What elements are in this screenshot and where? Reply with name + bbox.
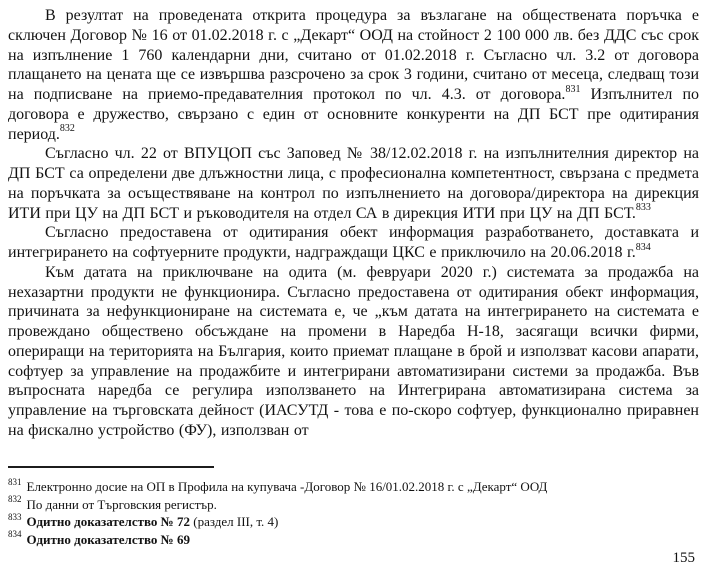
paragraph-system-not-functioning — [8, 263, 699, 441]
paragraph-control-officials-text: Съгласно чл. 22 от ВПУЦОП със Заповед № 38/12.02.2018 г. на изпълнителния директор на ДП БСТ са определени две длъжностни лица, с професионална компетентност, свързана с предмета на поръчката за осъществяване на контрол по изпълнението на договора/директора на дирекция ИТИ при ЦУ на ДП БСТ и ръководителя на отдел СА в дирекция ИТИ при ЦУ на ДП БСТ. — [8, 145, 699, 222]
page-number: 155 — [672, 550, 695, 566]
footnote-834 — [8, 531, 699, 549]
footnote-832-marker: 832 — [8, 494, 22, 505]
paragraph-contract-text-cont: Изпълнител по договора е дружество, свързано с един от основните конкуренти на ДП БСТ пре одитирания период. — [8, 86, 700, 143]
footnote-833-marker: 833 — [8, 511, 22, 522]
footnotes-section — [8, 466, 699, 548]
footnote-separator — [8, 466, 214, 468]
footnote-834-marker: 834 — [8, 529, 22, 540]
footnote-831 — [8, 478, 699, 496]
footnote-831-marker: 831 — [8, 476, 22, 487]
footnote-834-evidence-label: Одитно доказателство № 69 — [26, 531, 190, 547]
footnote-833-text: (раздел III, т. 4) — [190, 514, 279, 530]
paragraph-integration-completed — [8, 223, 699, 263]
footnote-832 — [8, 496, 699, 514]
footnote-ref-831: 831 — [565, 83, 581, 95]
body-text — [8, 6, 699, 441]
footnote-832-text: По данни от Търговския регистър. — [26, 496, 217, 512]
footnote-831-text: Електронно досие на ОП в Профила на купувача -Договор № 16/01.02.2018 г. с „Декарт“ ООД — [26, 479, 548, 494]
paragraph-integration-completed-text: Съгласно предоставена от одитирания обект информация разработването, доставката и интегрирането на софтуерните продукти, надграждащи ЦКС е приключило на 20.06.2018 г. — [8, 224, 699, 261]
footnote-833 — [8, 513, 699, 531]
footnote-833-evidence-label: Одитно доказателство № 72 — [26, 514, 190, 530]
footnote-ref-832: 832 — [59, 123, 75, 135]
paragraph-control-officials — [8, 144, 699, 223]
paragraph-contract-text: В резултат на проведената открита процедура за възлагане на обществената поръчка е сключен Договор № 16 от 01.02.2018 г. с „Декарт“ ООД на стойност 2 100 000 лв. без ДДС със срок на изпълнение 1 760 календарни дни, считано от 01.02.2018 г. Съгласно чл. 3.2 от договора плащането на цената ще се извършва разсрочено за срок 3 години, считано от месеца, следващ този на подписване на приемо-предавателния протокол по чл. 4.3. от договора. — [8, 7, 699, 103]
footnote-ref-833: 833 — [635, 202, 651, 214]
footnote-ref-834: 834 — [635, 241, 651, 253]
paragraph-system-not-functioning-text: Към датата на приключване на одита (м. февруари 2020 г.) системата за продажба на нехазартни продукти не функционира. Съгласно предоставена от одитирания обект информация, причината за нефункциониране на системата е, че „към датата на интегрирането на системата е провеждано обществено обсъждане на промени в Наредба Н-18, засягащи всички фирми, опериращи на територията на България, които приемат плащане в брой и използват касови апарати, софтуер за управление на продажбите и интегрирани автоматизирани системи за продажба. Във въпросната наредба се регулира използването на Интегрирана автоматизирана система за управление на търговската дейност (ИАСУТД - това е по-скоро софтуер, функционално приравнен на фискално устройство (ФУ), използван от — [8, 263, 699, 439]
paragraph-contract — [8, 6, 699, 144]
